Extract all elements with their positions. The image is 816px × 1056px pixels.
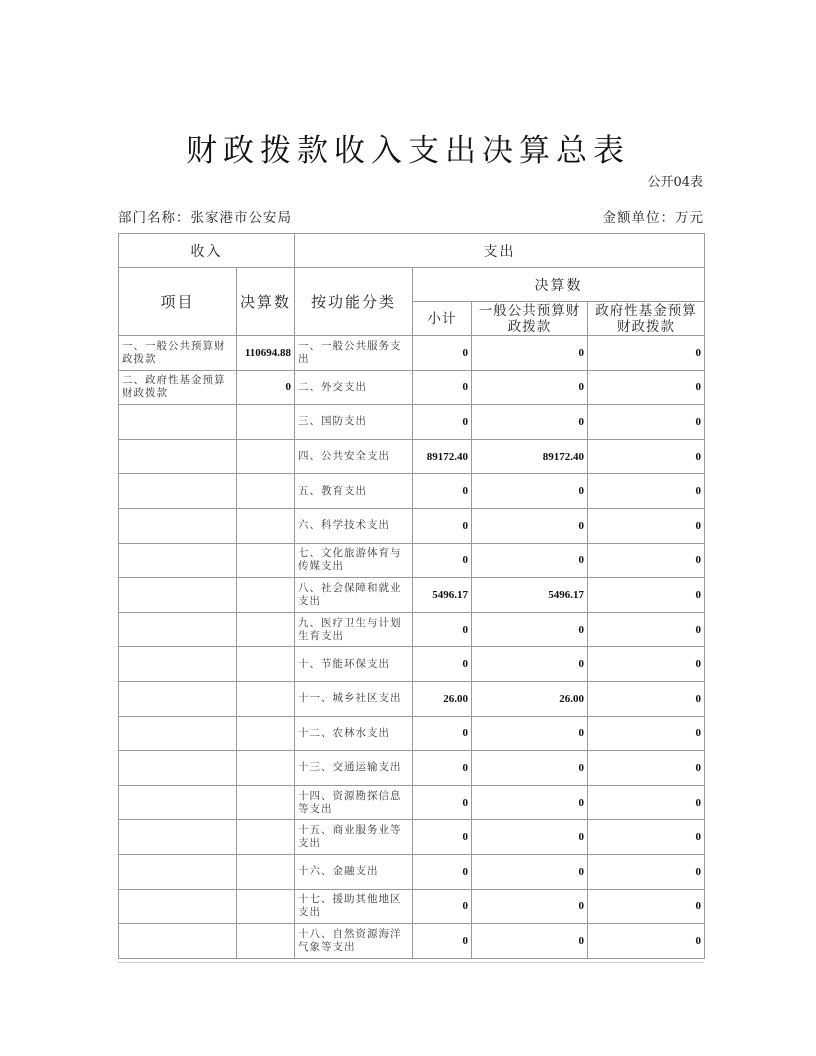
gov-fund-cell: 0 [588,820,705,855]
general-budget-cell: 0 [472,647,588,682]
function-category-cell: 八、社会保障和就业支出 [295,578,413,613]
income-amount-cell [237,751,295,786]
subtotal-cell: 0 [413,751,472,786]
subtotal-cell: 0 [413,820,472,855]
income-amount-cell [237,647,295,682]
gov-fund-cell: 0 [588,889,705,924]
income-amount-cell: 0 [237,370,295,405]
table-row [119,681,705,716]
gov-fund-cell: 0 [588,578,705,613]
income-amount-cell [237,474,295,509]
subtotal-cell: 0 [413,716,472,751]
subtotal-cell: 5496.17 [413,578,472,613]
function-category-cell: 十三、交通运输支出 [295,751,413,786]
subtotal-cell: 0 [413,336,472,371]
table-row [119,439,705,474]
subtotal-cell: 0 [413,785,472,820]
income-amount-cell [237,820,295,855]
subtotal-cell: 0 [413,543,472,578]
gov-fund-cell: 0 [588,785,705,820]
subtotal-cell: 26.00 [413,681,472,716]
function-category-cell: 六、科学技术支出 [295,508,413,543]
general-budget-cell: 0 [472,751,588,786]
gov-fund-cell: 0 [588,924,705,959]
general-budget-cell: 5496.17 [472,578,588,613]
table-row [119,820,705,855]
income-item-cell [119,405,237,440]
table-row [119,647,705,682]
gov-fund-cell: 0 [588,439,705,474]
function-category-cell: 七、文化旅游体育与传媒支出 [295,543,413,578]
subtotal-cell: 0 [413,889,472,924]
subtotal-cell: 0 [413,405,472,440]
income-item-cell [119,751,237,786]
income-item-cell [119,924,237,959]
income-amount-cell [237,785,295,820]
header-row-2 [119,268,705,302]
income-item-cell [119,612,237,647]
gov-fund-cell: 0 [588,751,705,786]
income-amount-cell [237,405,295,440]
subtotal-cell: 0 [413,508,472,543]
general-budget-cell: 0 [472,370,588,405]
income-amount-cell [237,508,295,543]
subtotal-header: 小计 [413,302,472,336]
gov-fund-cell: 0 [588,612,705,647]
income-item-cell [119,439,237,474]
function-category-cell: 十四、资源勘探信息等支出 [295,785,413,820]
table-row [119,508,705,543]
table-row [119,924,705,959]
general-budget-cell: 0 [472,785,588,820]
income-amount-cell [237,543,295,578]
general-budget-cell: 0 [472,336,588,371]
income-item-cell [119,716,237,751]
general-budget-cell: 0 [472,405,588,440]
gov-fund-cell: 0 [588,508,705,543]
income-amount-cell: 110694.88 [237,336,295,371]
income-amount-cell [237,889,295,924]
income-item-cell: 一、一般公共预算财政拨款 [119,336,237,371]
gov-fund-cell: 0 [588,543,705,578]
general-budget-cell: 0 [472,820,588,855]
item-header: 项目 [119,268,237,336]
function-category-cell: 九、医疗卫生与计划生育支出 [295,612,413,647]
income-header: 收入 [119,234,295,268]
function-category-cell: 十七、援助其他地区支出 [295,889,413,924]
gov-fund-cell: 0 [588,854,705,889]
income-item-cell [119,543,237,578]
page-title: 财政拨款收入支出决算总表 [186,133,630,169]
gov-fund-budget-header: 政府性基金预算财政拨款 [588,302,705,336]
general-budget-cell: 0 [472,924,588,959]
table-row [119,785,705,820]
table-row [119,854,705,889]
table-row [119,405,705,440]
gov-fund-cell: 0 [588,716,705,751]
final-amount-header: 决算数 [237,268,295,336]
income-item-cell [119,681,237,716]
function-category-cell: 十二、农林水支出 [295,716,413,751]
income-item-cell [119,474,237,509]
subtotal-cell: 89172.40 [413,439,472,474]
income-item-cell [119,820,237,855]
general-budget-cell: 0 [472,716,588,751]
general-budget-cell: 0 [472,612,588,647]
table-row [119,578,705,613]
general-budget-cell: 89172.40 [472,439,588,474]
general-budget-cell: 26.00 [472,681,588,716]
function-category-cell: 二、外交支出 [295,370,413,405]
income-item-cell: 二、政府性基金预算财政拨款 [119,370,237,405]
gov-fund-cell: 0 [588,681,705,716]
gov-fund-cell: 0 [588,336,705,371]
income-amount-cell [237,439,295,474]
function-category-cell: 十八、自然资源海洋气象等支出 [295,924,413,959]
income-item-cell [119,508,237,543]
general-budget-cell: 0 [472,543,588,578]
income-item-cell [119,647,237,682]
form-number: 公开04表 [647,175,703,190]
income-item-cell [119,785,237,820]
table-row [119,543,705,578]
subtotal-cell: 0 [413,370,472,405]
gov-fund-cell: 0 [588,405,705,440]
income-amount-cell [237,681,295,716]
gov-fund-cell: 0 [588,474,705,509]
expense-header: 支出 [295,234,705,268]
function-category-cell: 十、节能环保支出 [295,647,413,682]
function-category-cell: 三、国防支出 [295,405,413,440]
gov-fund-cell: 0 [588,370,705,405]
general-budget-cell: 0 [472,508,588,543]
table-row [119,612,705,647]
gov-fund-cell: 0 [588,647,705,682]
income-amount-cell [237,612,295,647]
table-row [119,716,705,751]
income-amount-cell [237,924,295,959]
general-budget-cell: 0 [472,854,588,889]
table-row [119,336,705,371]
department-name: 部门名称：张家港市公安局 [118,210,292,226]
subtotal-cell: 0 [413,474,472,509]
bottom-rule [118,962,704,963]
budget-table [118,233,705,959]
function-category-cell: 四、公共安全支出 [295,439,413,474]
subtotal-cell: 0 [413,854,472,889]
income-item-cell [119,854,237,889]
table-row [119,751,705,786]
subtotal-cell: 0 [413,612,472,647]
general-budget-header: 一般公共预算财政拨款 [472,302,588,336]
table-row [119,889,705,924]
table-row [119,370,705,405]
amount-unit: 金额单位：万元 [602,210,704,226]
function-category-cell: 十五、商业服务业等支出 [295,820,413,855]
function-category-cell: 十六、金融支出 [295,854,413,889]
table-row [119,474,705,509]
income-amount-cell [237,854,295,889]
income-amount-cell [237,578,295,613]
income-item-cell [119,889,237,924]
subtotal-cell: 0 [413,924,472,959]
general-budget-cell: 0 [472,474,588,509]
function-category-cell: 五、教育支出 [295,474,413,509]
function-category-cell: 十一、城乡社区支出 [295,681,413,716]
function-header: 按功能分类 [295,268,413,336]
subtotal-cell: 0 [413,647,472,682]
general-budget-cell: 0 [472,889,588,924]
expense-final-amount-header: 决算数 [413,268,705,302]
income-amount-cell [237,716,295,751]
function-category-cell: 一、一般公共服务支出 [295,336,413,371]
income-item-cell [119,578,237,613]
header-row-1 [119,234,705,268]
